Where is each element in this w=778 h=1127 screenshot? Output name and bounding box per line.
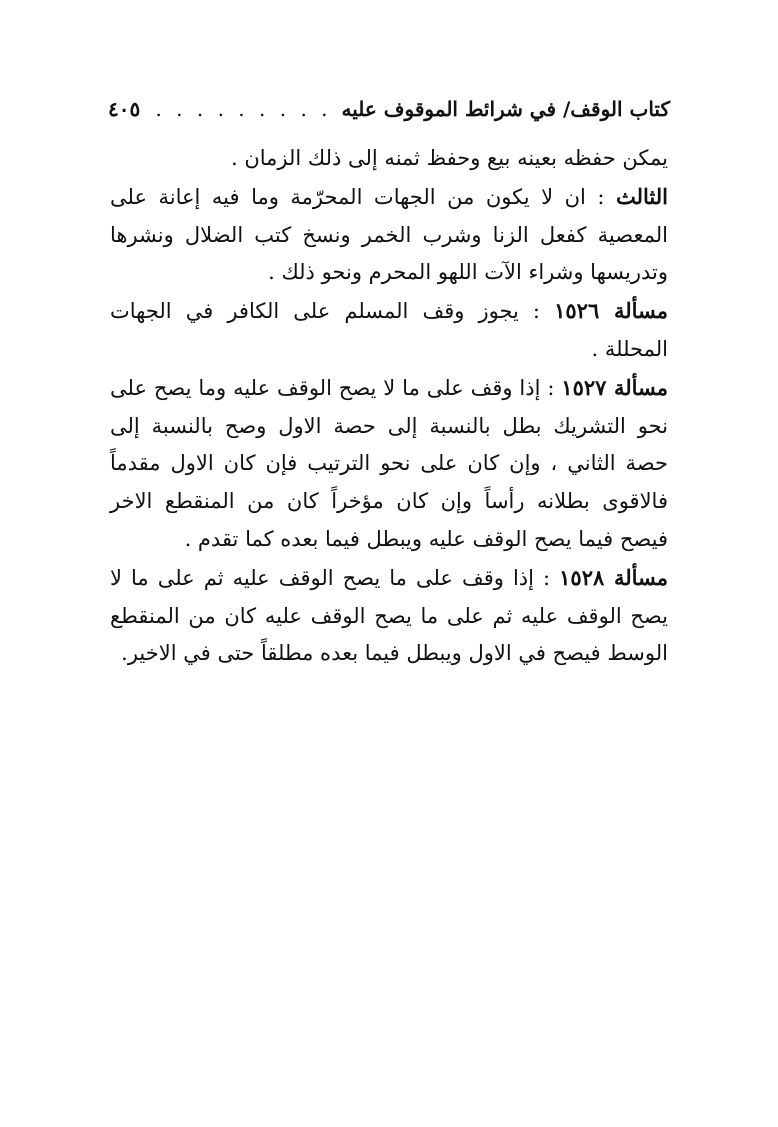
paragraph-text: : إذا وقف على ما يصح الوقف عليه ثم على ما لا يصح الوقف عليه ثم على ما يصح الوقف عليه كان من المنقطع الوسط فيصح في الاول ويبطل فيما بعده مطلقاً حتى في الاخير.: [110, 565, 668, 666]
paragraph-text: : يجوز وقف المسلم على الكافر في الجهات المحللة .: [110, 299, 668, 361]
paragraph-label: مسألة ١٥٢٨: [559, 564, 668, 590]
paragraph-text: : ان لا يكون من الجهات المحرّمة وما فيه إعانة على المعصية كفعل الزنا وشرب الخمر ونسخ كتب الضلال ونشرها وتدريسها وشراء الآت اللهو المحرم ونحو ذلك .: [110, 184, 668, 285]
paragraph-third-condition: [110, 178, 668, 292]
header-dot-leader: [150, 100, 331, 118]
running-header-title: كتاب الوقف/ في شرائط الموقوف عليه: [341, 97, 670, 121]
paragraph-issue-1527: [110, 369, 668, 559]
paragraph-label: مسألة ١٥٢٧: [561, 374, 668, 400]
paragraph-issue-1526: [110, 292, 668, 369]
paragraph-issue-1528: [110, 559, 668, 673]
paragraph-text: يمكن حفظه بعينه بيع وحفظ ثمنه إلى ذلك الزمان .: [230, 146, 668, 170]
page-number: ٤٠٥: [108, 97, 141, 121]
paragraph-text: : إذا وقف على ما لا يصح الوقف عليه وما يصح على نحو التشريك بطل بالنسبة إلى حصة الاول وصح بالنسبة إلى حصة الثاني ، وإن كان على نحو الترتيب فإن كان الاول مقدماً فالاقوى بطلانه رأساً وإن كان مؤخراً كان من المنقطع الاخر فيصح فيما يصح الوقف عليه ويبطل فيما بعده كما تقدم .: [110, 375, 668, 551]
paragraph-continuation: [110, 140, 668, 178]
running-header: [108, 94, 670, 124]
body-text: [110, 140, 668, 673]
paragraph-label: الثالث: [615, 183, 668, 209]
paragraph-label: مسألة ١٥٢٦: [554, 298, 668, 324]
